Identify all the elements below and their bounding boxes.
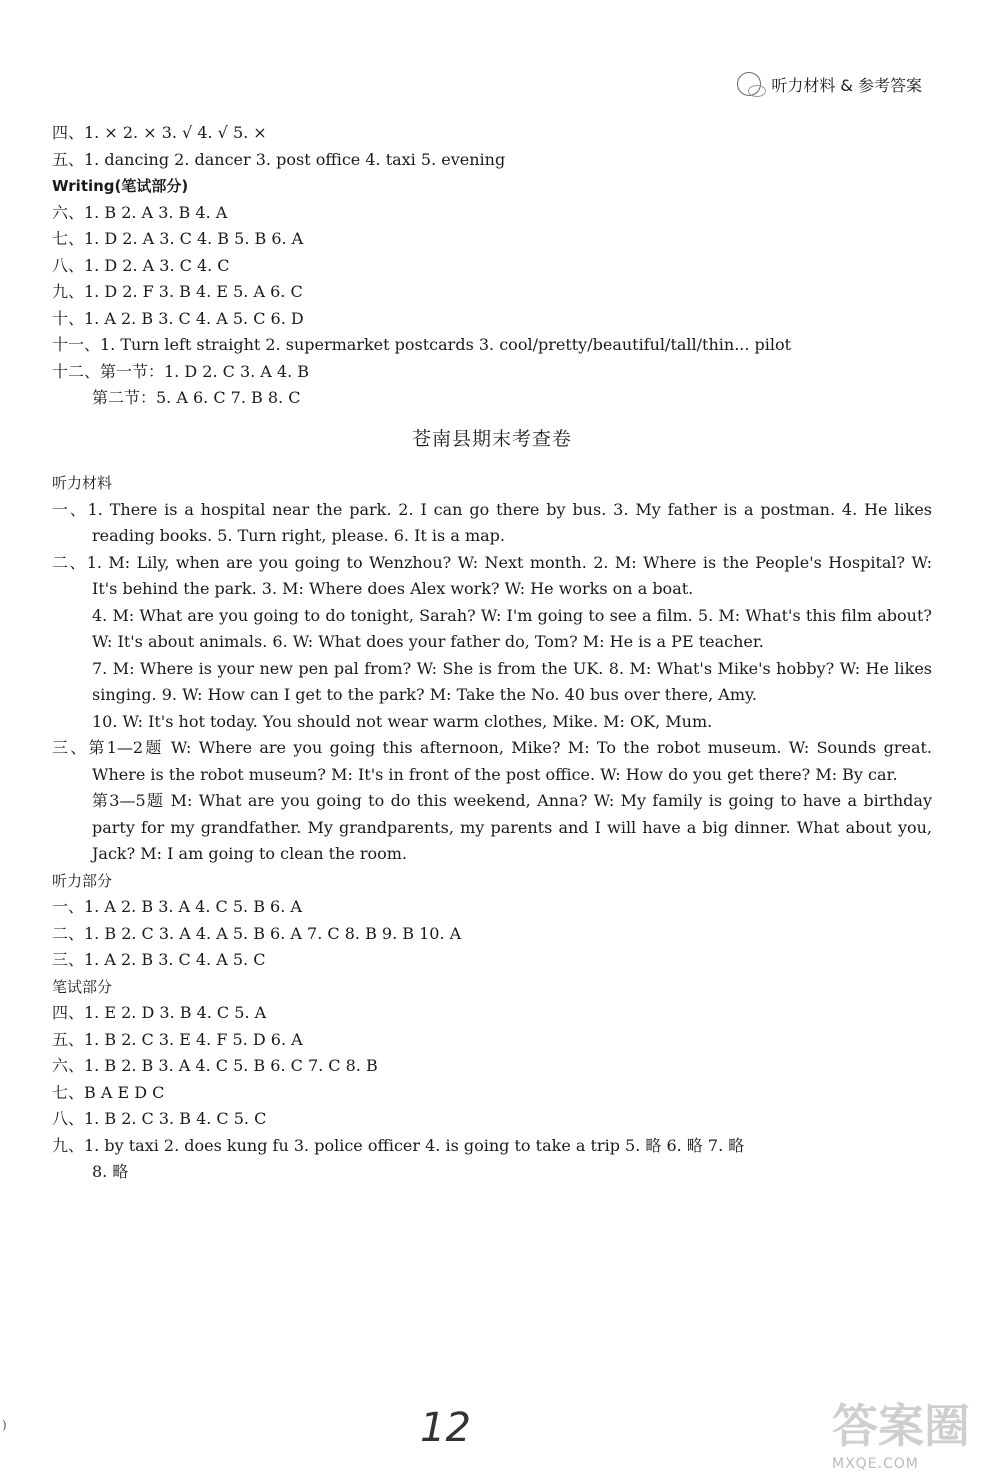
answer-line: 第二节：5. A 6. C 7. B 8. C [92, 388, 301, 407]
answer-line: 8. 略 [92, 1162, 129, 1181]
answer-line: 十、1. A 2. B 3. C 4. A 5. C 6. D [52, 308, 304, 328]
exam-title: 苍南县期末考查卷 [411, 427, 572, 450]
answer-line: 六、1. B 2. B 3. A 4. C 5. B 6. C 7. C 8. B [52, 1056, 378, 1075]
header-deco-icon [737, 72, 761, 96]
answer-line: 十二、第一节：1. D 2. C 3. A 4. B [52, 361, 310, 381]
watermark-logo [832, 1390, 982, 1472]
answer-line: 一、1. A 2. B 3. A 4. C 5. B 6. A [52, 897, 302, 916]
answer-line: 二、1. B 2. C 3. A 4. A 5. B 6. A 7. C 8. B 9. B 10. A [52, 923, 462, 943]
answer-line: 三、1. A 2. B 3. C 4. A 5. C [52, 950, 266, 969]
written-part-heading: 笔试部分 [52, 977, 113, 996]
listening-paragraph: 三、第1—2题 W: Where are you going this afternoon, Mike? M: To the robot museum. W: Sounds great. Where is the robot museum? M: It's in front of the post office. W: How do you get there? M: By car. [52, 738, 932, 784]
listening-paragraph: 4. M: What are you going to do tonight, Sarah? W: I'm going to see a film. 5. M: What's this film about? W: It's about animals. 6. W: What does your father do, Tom? M: He is a PE teacher. [92, 605, 932, 651]
listening-paragraph: 二、1. M: Lily, when are you going to Wenzhou? W: Next month. 2. M: Where is the People's Hospital? W: It's behind the park. 3. M: Where does Alex work? W: He works on a boat. [52, 552, 932, 598]
answer-line: 五、1. B 2. C 3. E 4. F 5. D 6. A [52, 1029, 303, 1049]
section-heading-writing: Writing(笔试部分) [52, 177, 189, 195]
answer-line: 八、1. B 2. C 3. B 4. C 5. C [52, 1109, 267, 1128]
edge-mark: ) [2, 1418, 7, 1432]
answer-line: 四、1. × 2. × 3. √ 4. √ 5. × [52, 123, 267, 142]
answer-line: 六、1. B 2. A 3. B 4. A [52, 202, 228, 222]
answer-line: 九、1. D 2. F 3. B 4. E 5. A 6. C [52, 282, 303, 301]
page-header [737, 72, 922, 96]
listening-paragraph: 7. M: Where is your new pen pal from? W: She is from the UK. 8. M: What's Mike's hobby? W: He likes singing. 9. W: How can I get to the park? M: Take the No. 40 bus over there, Amy. [92, 658, 932, 704]
answer-line: 五、1. dancing 2. dancer 3. post office 4. taxi 5. evening [52, 149, 506, 169]
watermark-url: MXQE.COM [832, 1456, 919, 1472]
watermark-glyph: 答案圈 [832, 1399, 970, 1453]
listening-paragraph: 第3—5题 M: What are you going to do this weekend, Anna? W: My family is going to have a birthday party for my grandfather. My grandparents, my parents and I will have a big dinner. What about you, Jack? M: I am going to clean the room. [92, 791, 932, 863]
answer-line: 七、B A E D C [52, 1082, 165, 1102]
answer-line: 八、1. D 2. A 3. C 4. C [52, 255, 230, 275]
answer-content [52, 120, 932, 1186]
listening-paragraph: 一、1. There is a hospital near the park. 2. I can go there by bus. 3. My father is a postman. 4. He likes reading books. 5. Turn right, please. 6. It is a map. [52, 499, 932, 545]
answer-line: 九、1. by taxi 2. does kung fu 3. police officer 4. is going to take a trip 5. 略 6. 略 7. 略 [52, 1135, 745, 1155]
listening-paragraph: 10. W: It's hot today. You should not wear warm clothes, Mike. M: OK, Mum. [92, 711, 713, 731]
page-number: 12 [420, 1405, 471, 1451]
header-title: 听力材料 & 参考答案 [771, 75, 922, 95]
listening-material-heading: 听力材料 [52, 474, 113, 492]
answer-line: 七、1. D 2. A 3. C 4. B 5. B 6. A [52, 229, 304, 248]
answer-line: 四、1. E 2. D 3. B 4. C 5. A [52, 1003, 267, 1022]
answer-line: 十一、1. Turn left straight 2. supermarket postcards 3. cool/pretty/beautiful/tall/thin... pilot [52, 335, 792, 354]
listening-part-heading: 听力部分 [52, 871, 113, 890]
